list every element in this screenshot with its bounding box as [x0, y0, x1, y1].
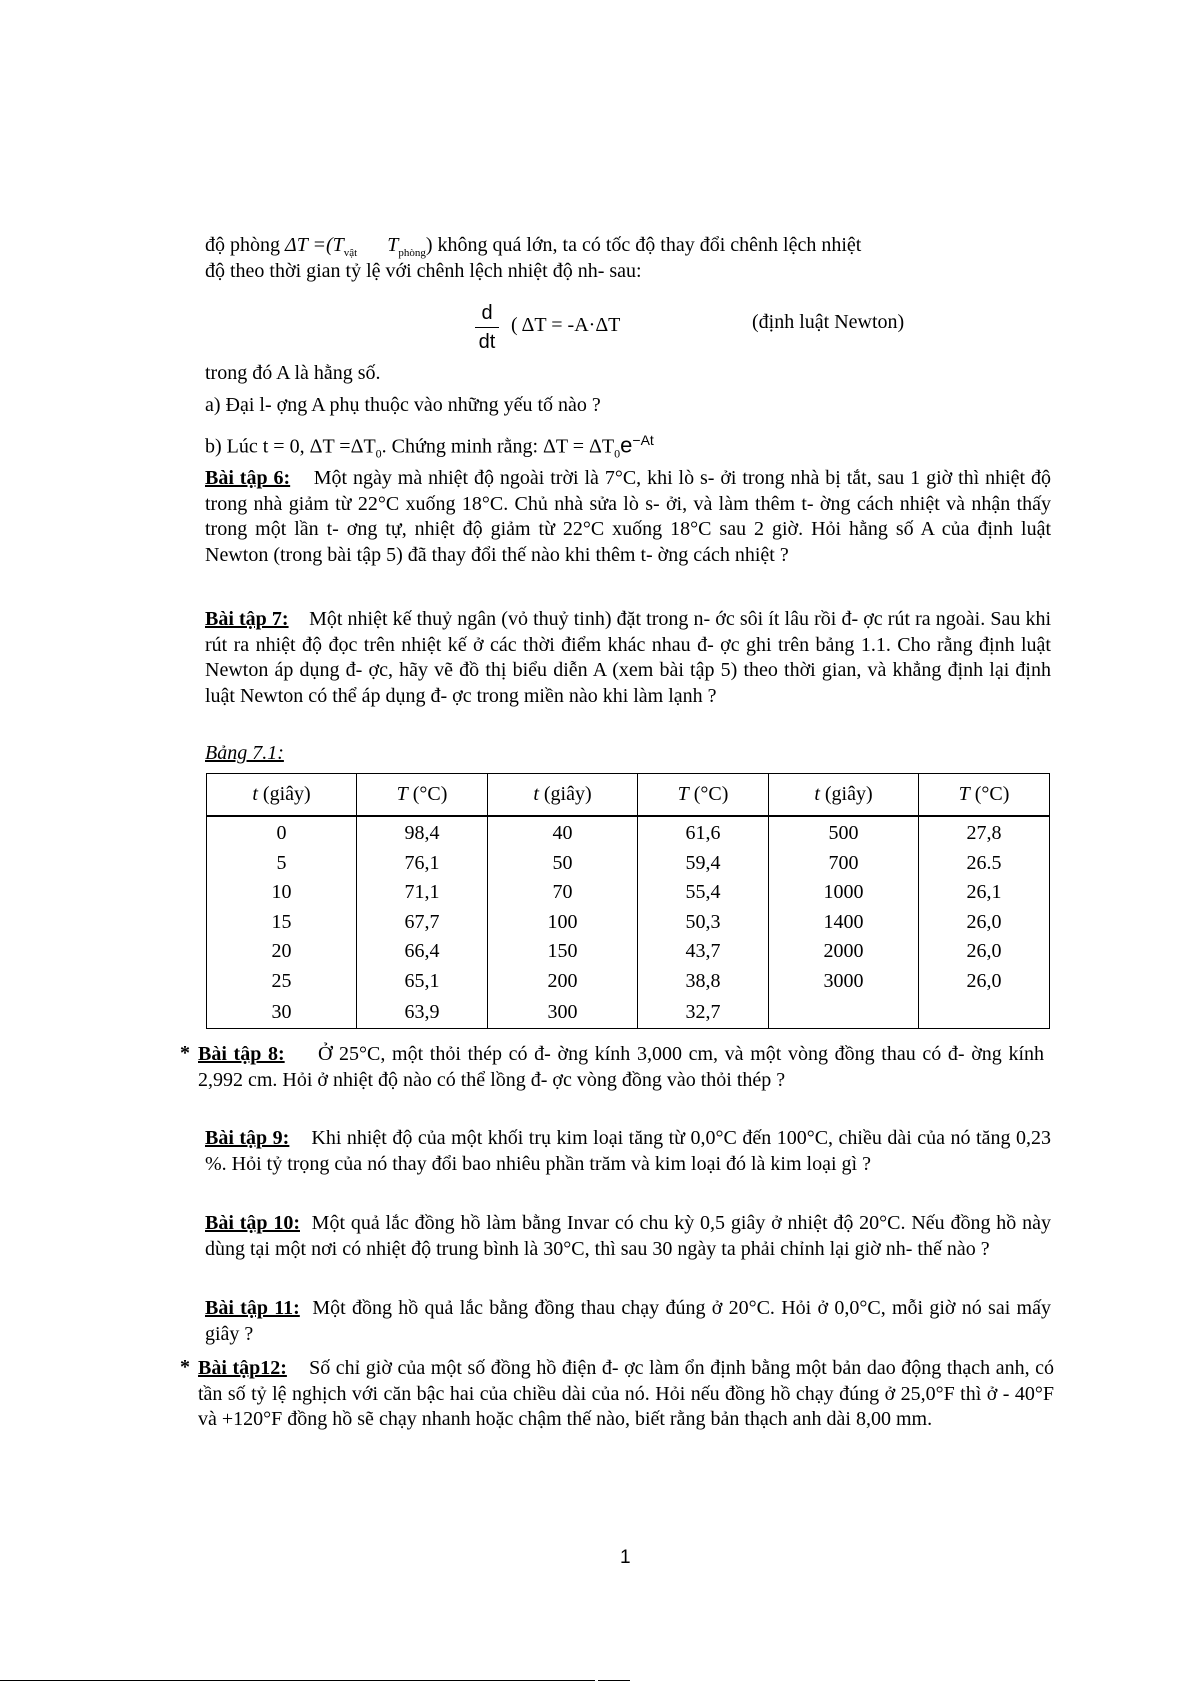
table-row — [207, 816, 1050, 849]
table-cell: 26,0 — [918, 908, 1049, 938]
footer-rule — [0, 1680, 595, 1681]
question-b — [205, 428, 1050, 467]
table-cell: 26,1 — [918, 878, 1049, 908]
table-cell: 2000 — [768, 937, 918, 967]
question-a: a) Đại l- ợng A phụ thuộc vào những yếu tố nào ? — [205, 394, 601, 416]
exercise-9 — [205, 1126, 1051, 1177]
subscript-0b: 0 — [614, 446, 621, 461]
exercise-8-heading: Bài tập 8: — [198, 1043, 285, 1065]
table-cell: 26.5 — [918, 849, 1049, 879]
table-row — [207, 937, 1050, 967]
table-cell: 66,4 — [357, 937, 488, 967]
fraction-bar — [475, 327, 499, 328]
table-cell: 40 — [487, 816, 637, 849]
intro-text-cont: ) không quá lớn, ta có tốc độ thay đổi chênh lệch nhiệt — [425, 234, 862, 256]
table-cell: 20 — [207, 937, 357, 967]
table-cell — [918, 996, 1049, 1029]
exercise-11-body: Một đồng hồ quả lắc bằng đồng thau chạy đúng ở 20°C. Hỏi ở 0,0°C, mỗi giờ nó sai mấy giây ? — [205, 1297, 1051, 1345]
table-cell: 15 — [207, 908, 357, 938]
table-cell: 150 — [487, 937, 637, 967]
exercise-6 — [205, 466, 1051, 568]
header-temp: T (°C) — [918, 774, 1049, 817]
header-temp: T (°C) — [638, 774, 769, 817]
subscript-vat: vật — [343, 247, 358, 259]
delta-t-expression: ΔT =(T — [285, 234, 344, 256]
law-label: (định luật Newton) — [752, 311, 905, 333]
table-cell: 1000 — [768, 878, 918, 908]
footer-rule-short — [598, 1680, 630, 1681]
table-cell: 30 — [207, 996, 357, 1029]
table-row — [207, 878, 1050, 908]
equation-rhs: ( ΔT = -A·ΔT — [511, 314, 621, 336]
table-cell: 5 — [207, 849, 357, 879]
exercise-7 — [205, 607, 1051, 709]
exercise-12-heading: Bài tập12: — [198, 1357, 287, 1379]
exercise-12 — [198, 1356, 1054, 1433]
exercise-7-body: Một nhiệt kế thuỷ ngân (vỏ thuỷ tinh) đặt trong n- ớc sôi ít lâu rồi đ- ợc rút ra ngoài. Sau khi rút ra nhiệt độ đọc trên nhiệt kế ở các thời điểm khác nhau đ- ợc ghi trên bảng 1.1. Cho rằng định luật Newton áp dụng đ- ợc, hãy vẽ đồ thị biểu diễn A (xem bài tập 5) theo thời gian, và khẳng định lại định luật Newton có thể áp dụng đ- ợc trong miền nào khi làm lạnh ? — [205, 608, 1052, 707]
intro-text: độ phòng — [205, 234, 285, 256]
subscript-phong: phòng — [398, 247, 426, 259]
header-time: t (giây) — [768, 774, 918, 817]
table-row — [207, 967, 1050, 997]
fraction-numerator: d — [481, 302, 493, 324]
table-cell: 10 — [207, 878, 357, 908]
exercise-10 — [205, 1211, 1051, 1262]
temperature-table — [206, 773, 1050, 1029]
question-b-mid: . Chứng minh rằng: ΔT = ΔT — [381, 435, 615, 458]
table-cell: 26,0 — [918, 937, 1049, 967]
exp-base: e — [620, 432, 633, 458]
constant-note: trong đó A là hằng số. — [205, 362, 381, 384]
fraction-denominator: dt — [478, 331, 496, 353]
table-cell: 65,1 — [357, 967, 488, 997]
table-cell: 200 — [487, 967, 637, 997]
exercise-7-heading: Bài tập 7: — [205, 608, 289, 630]
table-row — [207, 996, 1050, 1029]
table-cell: 67,7 — [357, 908, 488, 938]
table-cell: 27,8 — [918, 816, 1049, 849]
table-cell: 0 — [207, 816, 357, 849]
table-cell: 100 — [487, 908, 637, 938]
table-cell: 1400 — [768, 908, 918, 938]
exp-power: −At — [632, 432, 654, 448]
exercise-10-heading: Bài tập 10: — [205, 1212, 300, 1234]
exercise-9-heading: Bài tập 9: — [205, 1127, 290, 1149]
table-cell — [768, 996, 918, 1029]
page-number: 1 — [620, 1547, 631, 1568]
exercise-8 — [198, 1042, 1044, 1093]
table-cell: 63,9 — [357, 996, 488, 1029]
exercise-8-body: Ở 25°C, một thỏi thép có đ- ờng kính 3,000 cm, và một vòng đồng thau có đ- ờng kính 2,992 cm. Hỏi ở nhiệt độ nào có thể lồng đ- ợc vòng đồng vào thỏi thép ? — [198, 1043, 1045, 1091]
table-cell: 50,3 — [638, 908, 769, 938]
intro-line-2: độ theo thời gian tỷ lệ với chênh lệch nhiệt độ nh- sau: — [205, 260, 642, 282]
header-time: t (giây) — [487, 774, 637, 817]
starred-marker: * — [180, 1042, 190, 1064]
exercise-6-body: Một ngày mà nhiệt độ ngoài trời là 7°C, khi lò s- ởi trong nhà bị tắt, sau 1 giờ thì nhiệt độ trong nhà giảm từ 22°C xuống 18°C. Chủ nhà sửa lò s- ởi, và làm thêm t- ờng cách nhiệt và nhận thấy trong một lần t- ơng tự, nhiệt độ giảm từ 22°C xuống 18°C sau 2 giờ. Hỏi hằng số A của định luật Newton (trong bài tập 5) đã thay đổi thế nào khi thêm t- ờng cách nhiệt ? — [205, 467, 1052, 566]
table-cell: 55,4 — [638, 878, 769, 908]
table-header-row — [207, 774, 1050, 817]
table-cell: 70 — [487, 878, 637, 908]
table-cell: 76,1 — [357, 849, 488, 879]
table-cell: 71,1 — [357, 878, 488, 908]
table-cell: 500 — [768, 816, 918, 849]
starred-marker: * — [180, 1356, 190, 1378]
exercise-11-heading: Bài tập 11: — [205, 1297, 300, 1319]
question-b-text: b) Lúc t = 0, ΔT =ΔT — [205, 435, 376, 458]
header-time: t (giây) — [207, 774, 357, 817]
derivative-fraction — [475, 301, 499, 354]
table-cell: 26,0 — [918, 967, 1049, 997]
table-cell: 43,7 — [638, 937, 769, 967]
table-cell: 32,7 — [638, 996, 769, 1029]
exercise-9-body: Khi nhiệt độ của một khối trụ kim loại tăng từ 0,0°C đến 100°C, chiều dài của nó tăng 0,23 %. Hỏi tỷ trọng của nó thay đổi bao nhiêu phần trăm và kim loại đó là kim loại gì ? — [205, 1127, 1051, 1175]
table-caption: Bảng 7.1: — [205, 742, 284, 764]
table-cell: 38,8 — [638, 967, 769, 997]
table-cell: 25 — [207, 967, 357, 997]
exercise-10-body: Một quả lắc đồng hồ làm bằng Invar có chu kỳ 0,5 giây ở nhiệt độ 20°C. Nếu đồng hồ này dùng tại một nơi có nhiệt độ trung bình là 30°C, thì sau 30 ngày ta phải chỉnh lại giờ nh- thế nào ? — [205, 1212, 1052, 1260]
table-cell: 3000 — [768, 967, 918, 997]
exercise-12-body: Số chỉ giờ của một số đồng hồ điện đ- ợc làm ổn định bằng một bản dao động thạch anh, có tần số tỷ lệ nghịch với căn bậc hai của chiều dài của nó. Hỏi nếu đồng hồ chạy đúng ở 25,0°F thì ở - 40°F và +120°F đồng hồ sẽ chạy nhanh hoặc chậm thế nào, biết rằng bản thạch anh dài 8,00 mm. — [198, 1357, 1055, 1430]
table-cell: 300 — [487, 996, 637, 1029]
exercise-11 — [205, 1296, 1051, 1347]
table-cell: 98,4 — [357, 816, 488, 849]
header-temp: T (°C) — [357, 774, 488, 817]
t-room: T — [387, 234, 399, 256]
table-row — [207, 849, 1050, 879]
subscript-0: 0 — [375, 446, 382, 461]
table-row — [207, 908, 1050, 938]
table-cell: 61,6 — [638, 816, 769, 849]
table-cell: 700 — [768, 849, 918, 879]
table-cell: 59,4 — [638, 849, 769, 879]
table-cell: 50 — [487, 849, 637, 879]
exercise-6-heading: Bài tập 6: — [205, 467, 291, 489]
